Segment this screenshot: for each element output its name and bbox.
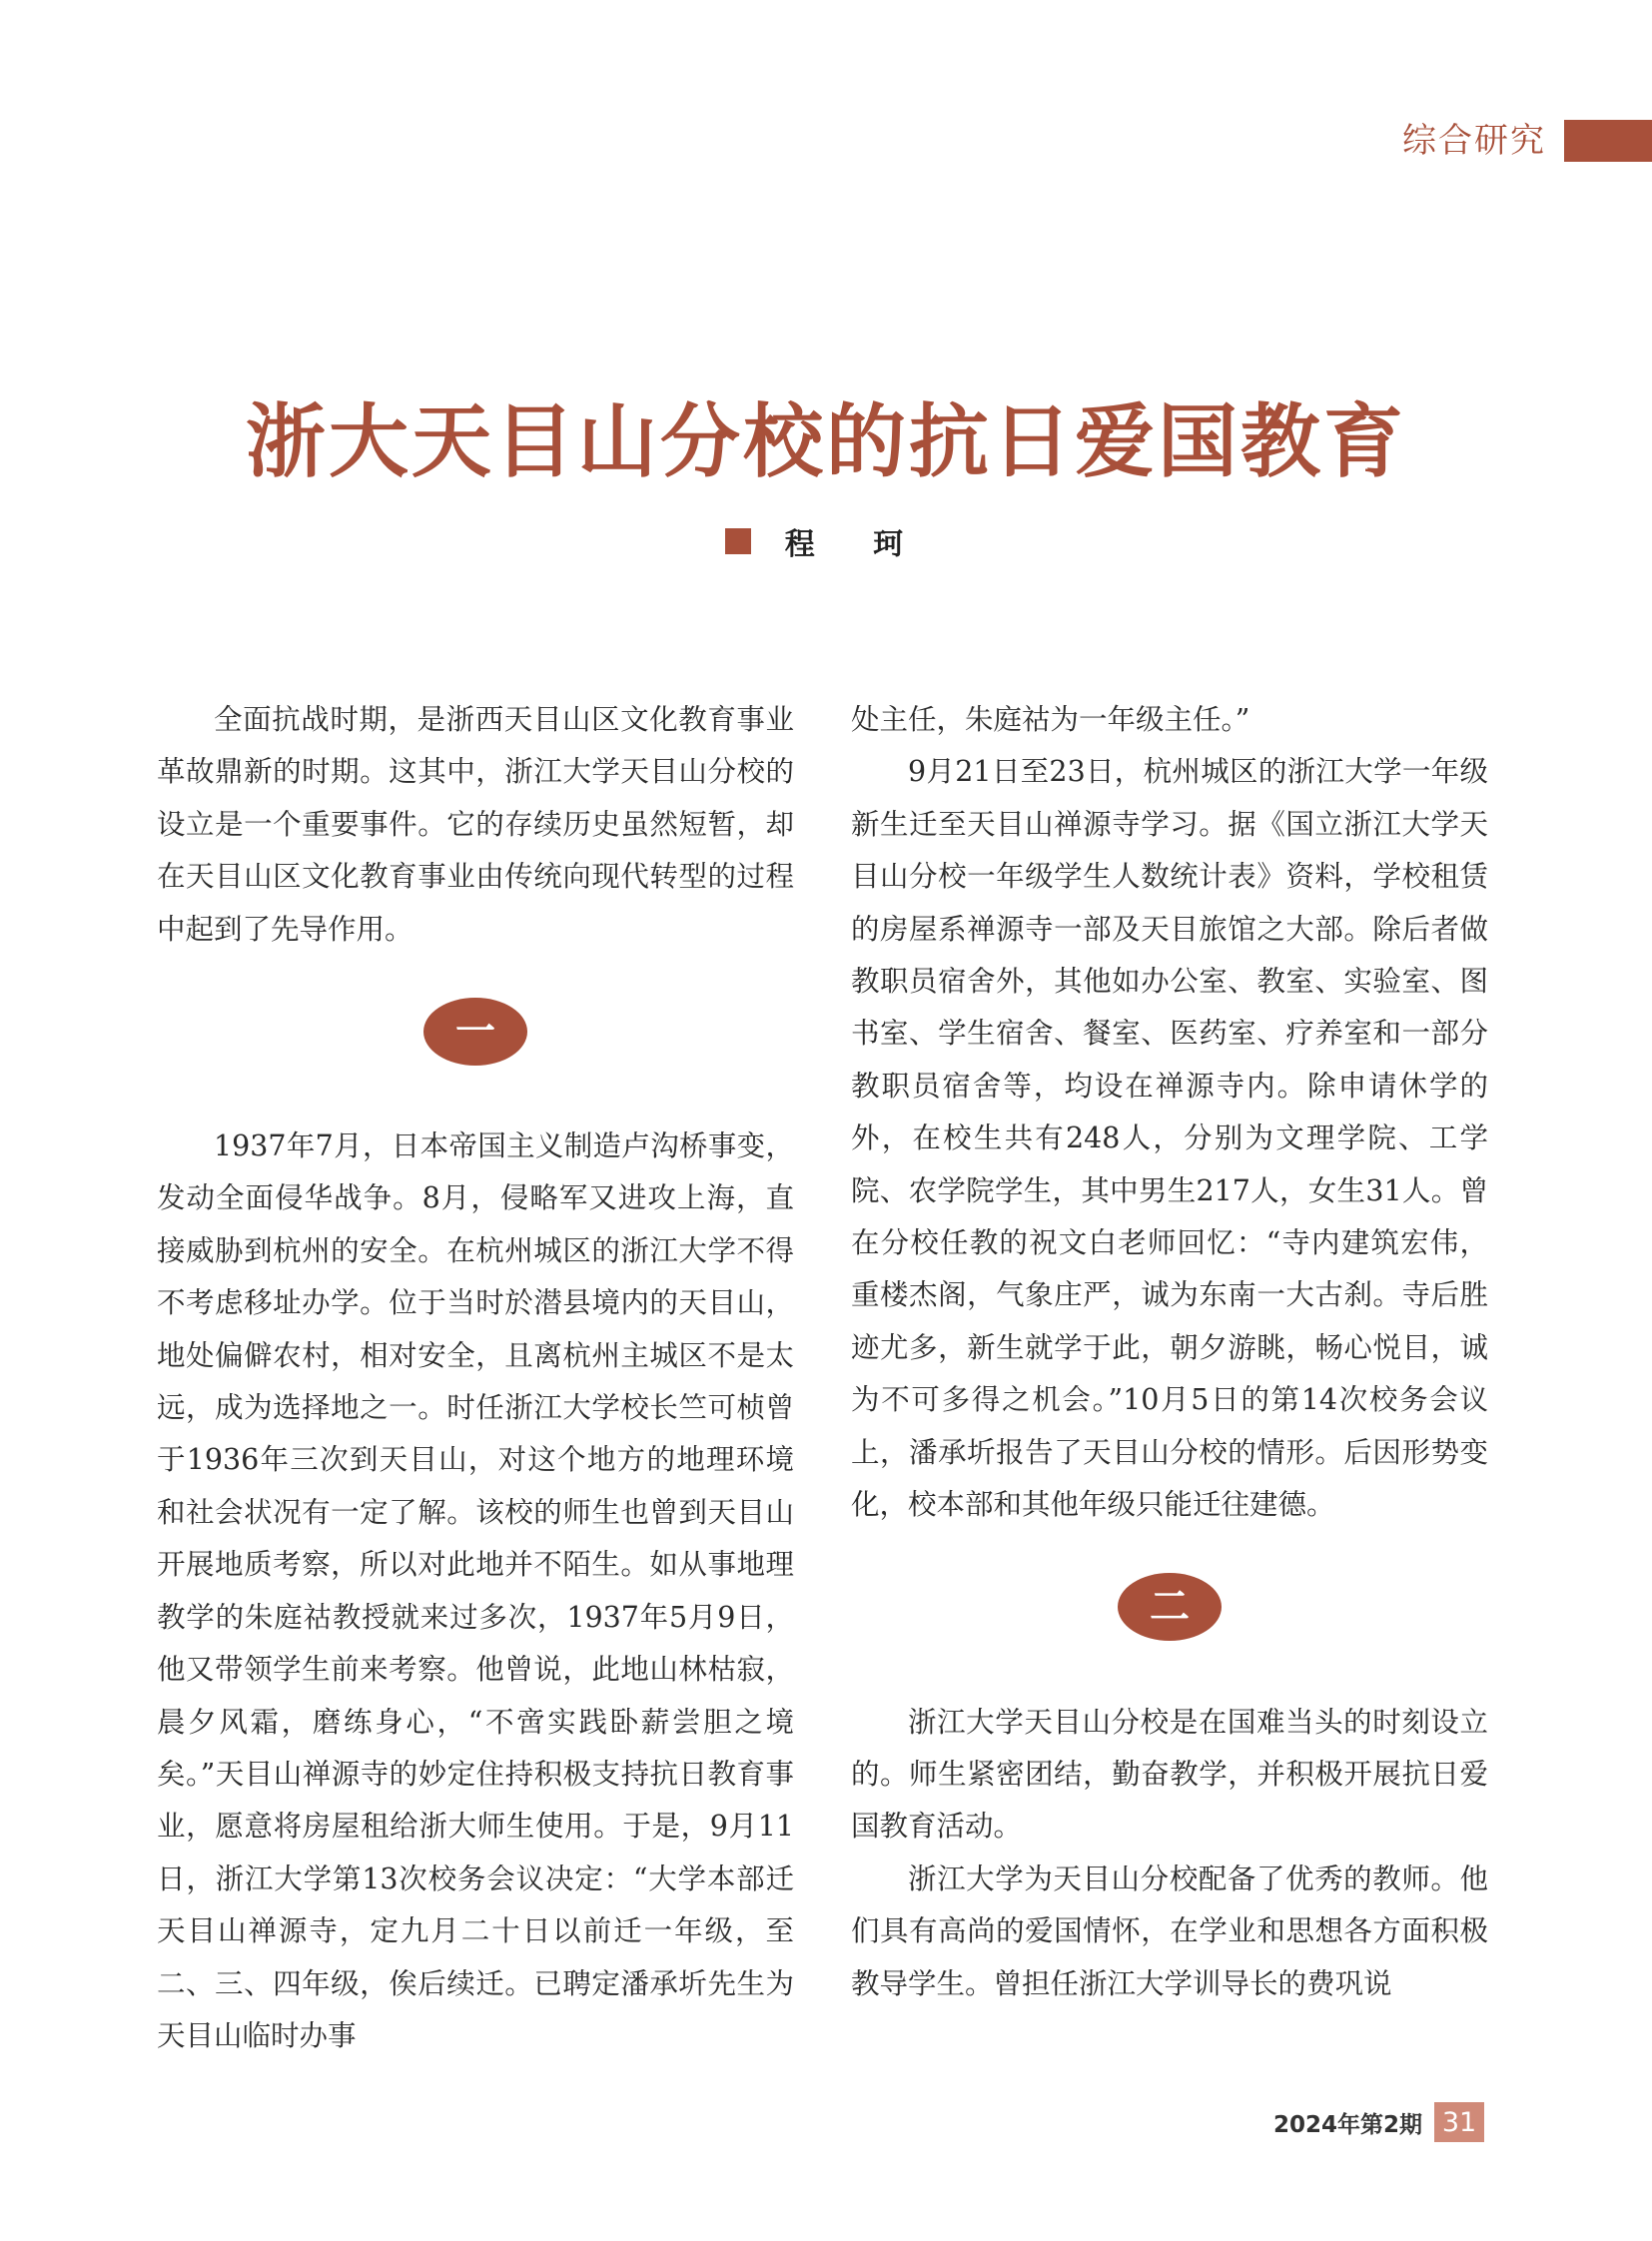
section-tag xyxy=(1402,120,1652,162)
body-paragraph: 浙江大学天目山分校是在国难当头的时刻设立的。师生紧密团结，勤奋教学，并积极开展抗日爱国教育活动。 xyxy=(851,1705,1488,1844)
author-name: 程 珂 xyxy=(784,527,928,562)
issue-label: 2024年第2期 xyxy=(1272,2111,1422,2138)
article-title: 浙大天目山分校的抗日爱国教育 xyxy=(246,395,1406,488)
continued-paragraph: 处主任，朱庭祜为一年级主任。” xyxy=(851,703,1250,736)
section-marker-1 xyxy=(157,994,794,1069)
intro-paragraph: 全面抗战时期，是浙西天目山区文化教育事业革故鼎新的时期。这其中，浙江大学天目山分校的设立是一个重要事件。它的存续历史虽然短暂，却在天目山区文化教育事业由传统向现代转型的过程中起到了先导作用。 xyxy=(157,703,794,946)
section-tag-bar xyxy=(1564,120,1652,162)
body-paragraph: 1937年7月，日本帝国主义制造卢沟桥事变，发动全面侵华战争。8月，侵略军又进攻上海，直接威胁到杭州的安全。在杭州城区的浙江大学不得不考虑移址办学。位于当时於潜县境内的天目山，地处偏僻农村，相对安全，且离杭州主城区不是太远，成为选择地之一。时任浙江大学校长竺可桢曾于1936年三次到天目山，对这个地方的地理环境和社会状况有一定了解。该校的师生也曾到天目山开展地质考察，所以对此地并不陌生。如从事地理教学的朱庭祜教授就来过多次，1937年5月9日，他又带领学生前来考察。他曾说，此地山林枯寂，晨夕风霜，磨练身心，“不啻实践卧薪尝胆之境矣。”天目山禅源寺的妙定住持积极支持抗日教育事业，愿意将房屋租给浙大师生使用。于是，9月11日，浙江大学第13次校务会议决定：“大学本部迁天目山禅源寺，定九月二十日以前迁一年级，至二、三、四年级，俟后续迁。已聘定潘承圻先生为天目山临时办事 xyxy=(157,1129,794,2052)
left-column xyxy=(157,694,794,2062)
section-marker-2 xyxy=(851,1570,1488,1645)
author-line xyxy=(0,519,1652,563)
section-number-2: 二 xyxy=(1118,1573,1222,1641)
body-paragraph: 浙江大学为天目山分校配备了优秀的教师。他们具有高尚的爱国情怀，在学业和思想各方面积极教导学生。曾担任浙江大学训导长的费巩说 xyxy=(851,1862,1488,2000)
right-column xyxy=(851,694,1488,2010)
page-number: 31 xyxy=(1434,2102,1484,2142)
section-number-1: 一 xyxy=(423,998,527,1066)
author-square-icon xyxy=(725,528,751,554)
section-label: 综合研究 xyxy=(1402,121,1546,161)
body-paragraph: 9月21日至23日，杭州城区的浙江大学一年级新生迁至天目山禅源寺学习。据《国立浙江大学天目山分校一年级学生人数统计表》资料，学校租赁的房屋系禅源寺一部及天目旅馆之大部。除后者做教职员宿舍外，其他如办公室、教室、实验室、图书室、学生宿舍、餐室、医药室、疗养室和一部分教职员宿舍等，均设在禅源寺内。除申请休学的外，在校生共有248人，分别为文理学院、工学院、农学院学生，其中男生217人，女生31人。曾在分校任教的祝文白老师回忆：“寺内建筑宏伟，重楼杰阁，气象庄严，诚为东南一大古刹。寺后胜迹尤多，新生就学于此，朝夕游眺，畅心悦目，诚为不可多得之机会。”10月5日的第14次校务会议上，潘承圻报告了天目山分校的情形。后因形势变化，校本部和其他年级只能迁往建德。 xyxy=(851,755,1488,1522)
page-folio xyxy=(1273,2102,1484,2142)
